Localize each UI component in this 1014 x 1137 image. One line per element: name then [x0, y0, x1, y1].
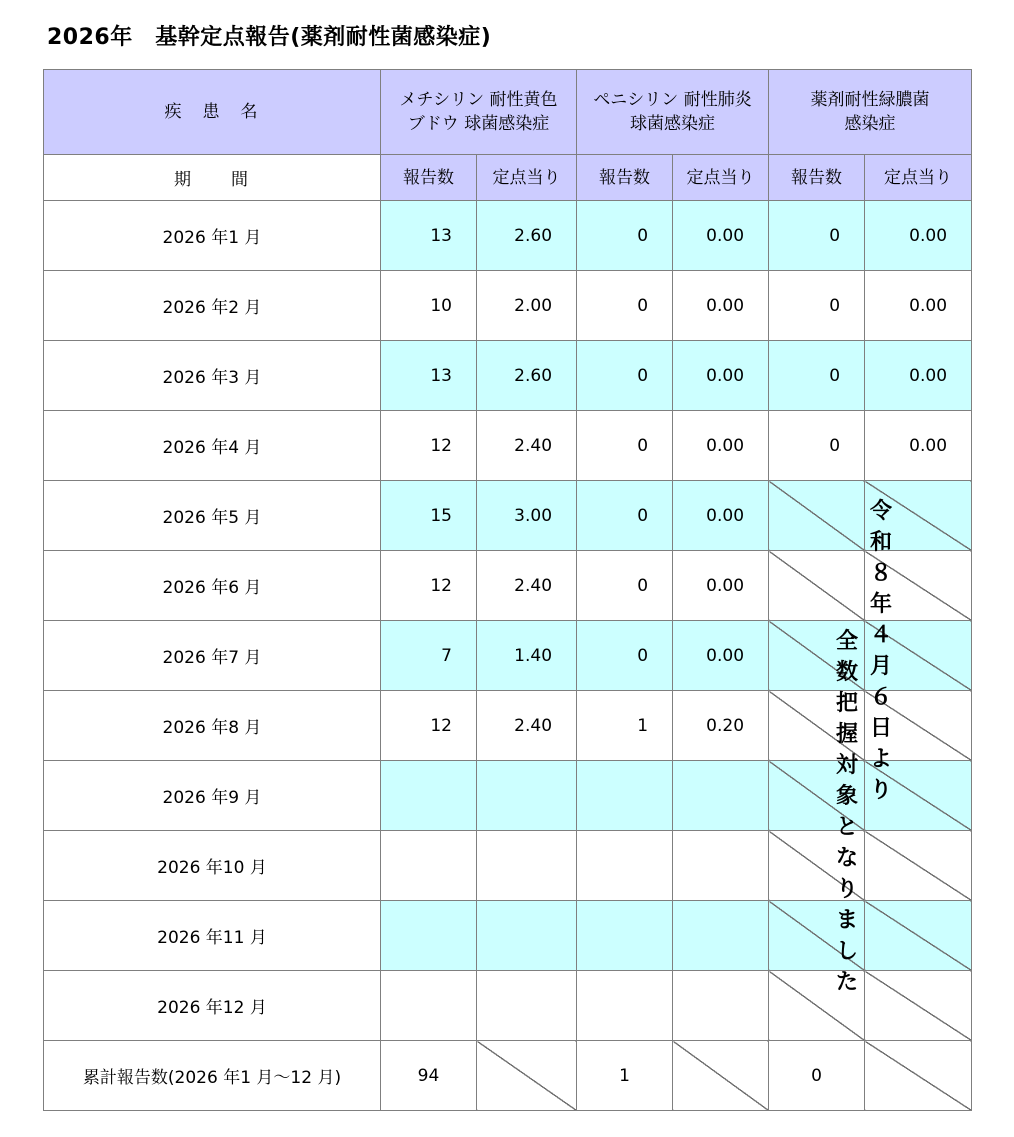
month-cell: 2026 年1 月	[44, 201, 381, 271]
prsp-header-line1: ペニシリン 耐性肺炎	[593, 90, 752, 110]
mdrp-reports-header: 報告数	[769, 155, 865, 201]
mrsa-reports-cell	[381, 901, 477, 971]
prsp-per-site-cell	[673, 761, 769, 831]
period-header: 期 間	[44, 155, 381, 201]
prsp-reports-cell: 1	[577, 691, 673, 761]
prsp-per-site-cell: 0.20	[673, 691, 769, 761]
mrsa-per-site-cell	[477, 901, 577, 971]
month-cell: 2026 年10 月	[44, 831, 381, 901]
prsp-per-site-cell: 0.00	[673, 341, 769, 411]
prsp-per-site-cell	[673, 901, 769, 971]
mdrp-reports-cell	[769, 481, 865, 551]
mdrp-per-site-cell: 0.00	[865, 341, 972, 411]
mdrp-note-line1: 令 和 ８ 年 ４ 月 ６ 日 よ り	[869, 499, 892, 803]
month-cell: 2026 年12 月	[44, 971, 381, 1041]
prsp-per-site-cell: 0.00	[673, 481, 769, 551]
mdrp-per-site-header: 定点当り	[865, 155, 972, 201]
mrsa-reports-cell: 12	[381, 551, 477, 621]
mrsa-per-site-header: 定点当り	[477, 155, 577, 201]
prsp-reports-header: 報告数	[577, 155, 673, 201]
prsp-reports-cell: 0	[577, 621, 673, 691]
disease-name-header: 疾 患 名	[44, 70, 381, 155]
mrsa-reports-header: 報告数	[381, 155, 477, 201]
table-row	[44, 271, 972, 341]
mdrp-per-site-cell: 0.00	[865, 201, 972, 271]
prsp-header-line2: 球菌感染症	[630, 114, 716, 134]
prsp-header	[577, 70, 769, 155]
mrsa-per-site-cell: 1.40	[477, 621, 577, 691]
prsp-reports-cell: 0	[577, 201, 673, 271]
mrsa-reports-cell: 13	[381, 341, 477, 411]
table-row	[44, 411, 972, 481]
mrsa-reports-cell: 12	[381, 411, 477, 481]
prsp-reports-cell: 0	[577, 271, 673, 341]
mrsa-per-site-cell: 2.40	[477, 691, 577, 761]
mdrp-per-site-cell: 0.00	[865, 411, 972, 481]
mrsa-per-site-cell	[477, 971, 577, 1041]
mdrp-per-site-cell	[865, 901, 972, 971]
total-label: 累計報告数(2026 年1 月～12 月)	[44, 1041, 381, 1111]
prsp-per-site-cell	[673, 831, 769, 901]
prsp-reports-cell: 0	[577, 411, 673, 481]
month-cell: 2026 年7 月	[44, 621, 381, 691]
prsp-per-site-cell	[673, 971, 769, 1041]
mrsa-per-site-cell: 2.00	[477, 271, 577, 341]
mdrp-header	[769, 70, 972, 155]
mdrp-per-site-cell	[865, 831, 972, 901]
prsp-reports-cell	[577, 831, 673, 901]
mrsa-reports-cell	[381, 971, 477, 1041]
month-cell: 2026 年2 月	[44, 271, 381, 341]
month-cell: 2026 年4 月	[44, 411, 381, 481]
mrsa-per-site-cell	[477, 831, 577, 901]
mdrp-header-line2: 感染症	[844, 114, 896, 134]
month-cell: 2026 年8 月	[44, 691, 381, 761]
mrsa-reports-cell: 7	[381, 621, 477, 691]
mdrp-note-line2: 全 数 把 握 対 象 と な り ま し た	[835, 629, 858, 995]
prsp-per-site-cell: 0.00	[673, 271, 769, 341]
mrsa-per-site-cell: 2.40	[477, 551, 577, 621]
prsp-per-site-cell: 0.00	[673, 551, 769, 621]
mrsa-reports-cell: 12	[381, 691, 477, 761]
mdrp-reports-cell	[769, 551, 865, 621]
mrsa-per-site-cell: 3.00	[477, 481, 577, 551]
table-row	[44, 551, 972, 621]
mrsa-per-site-cell: 2.60	[477, 341, 577, 411]
month-cell: 2026 年9 月	[44, 761, 381, 831]
mrsa-reports-cell: 10	[381, 271, 477, 341]
prsp-per-site-header: 定点当り	[673, 155, 769, 201]
mrsa-reports-cell	[381, 761, 477, 831]
mrsa-reports-cell	[381, 831, 477, 901]
mrsa-reports-cell: 15	[381, 481, 477, 551]
mdrp-reports-cell: 0	[769, 411, 865, 481]
total-mrsa: 94	[381, 1041, 477, 1111]
prsp-per-site-cell: 0.00	[673, 201, 769, 271]
table-row	[44, 481, 972, 551]
mrsa-per-site-cell	[477, 761, 577, 831]
total-prsp: 1	[577, 1041, 673, 1111]
prsp-reports-cell: 0	[577, 341, 673, 411]
prsp-reports-cell: 0	[577, 481, 673, 551]
mdrp-reports-cell: 0	[769, 271, 865, 341]
mdrp-reports-cell: 0	[769, 201, 865, 271]
mrsa-reports-cell: 13	[381, 201, 477, 271]
month-cell: 2026 年11 月	[44, 901, 381, 971]
mdrp-header-line1: 薬剤耐性緑膿菌	[810, 90, 930, 110]
total-mdrp: 0	[769, 1041, 865, 1111]
total-mrsa-rate-blank	[477, 1041, 577, 1111]
prsp-per-site-cell: 0.00	[673, 411, 769, 481]
page-title: 2026年 基幹定点報告(薬剤耐性菌感染症)	[47, 25, 492, 50]
total-prsp-rate-blank	[673, 1041, 769, 1111]
mrsa-header-line2: ブドウ 球菌感染症	[407, 114, 550, 134]
mrsa-per-site-cell: 2.40	[477, 411, 577, 481]
prsp-reports-cell	[577, 971, 673, 1041]
prsp-reports-cell	[577, 901, 673, 971]
mrsa-header	[381, 70, 577, 155]
month-cell: 2026 年3 月	[44, 341, 381, 411]
mdrp-reports-cell: 0	[769, 341, 865, 411]
prsp-reports-cell	[577, 761, 673, 831]
mrsa-per-site-cell: 2.60	[477, 201, 577, 271]
mdrp-per-site-cell: 0.00	[865, 271, 972, 341]
mdrp-per-site-cell	[865, 971, 972, 1041]
mrsa-header-line1: メチシリン 耐性黄色	[399, 90, 558, 110]
table-row	[44, 201, 972, 271]
month-cell: 2026 年5 月	[44, 481, 381, 551]
prsp-per-site-cell: 0.00	[673, 621, 769, 691]
month-cell: 2026 年6 月	[44, 551, 381, 621]
prsp-reports-cell: 0	[577, 551, 673, 621]
table-row	[44, 341, 972, 411]
total-mdrp-rate-blank	[865, 1041, 972, 1111]
